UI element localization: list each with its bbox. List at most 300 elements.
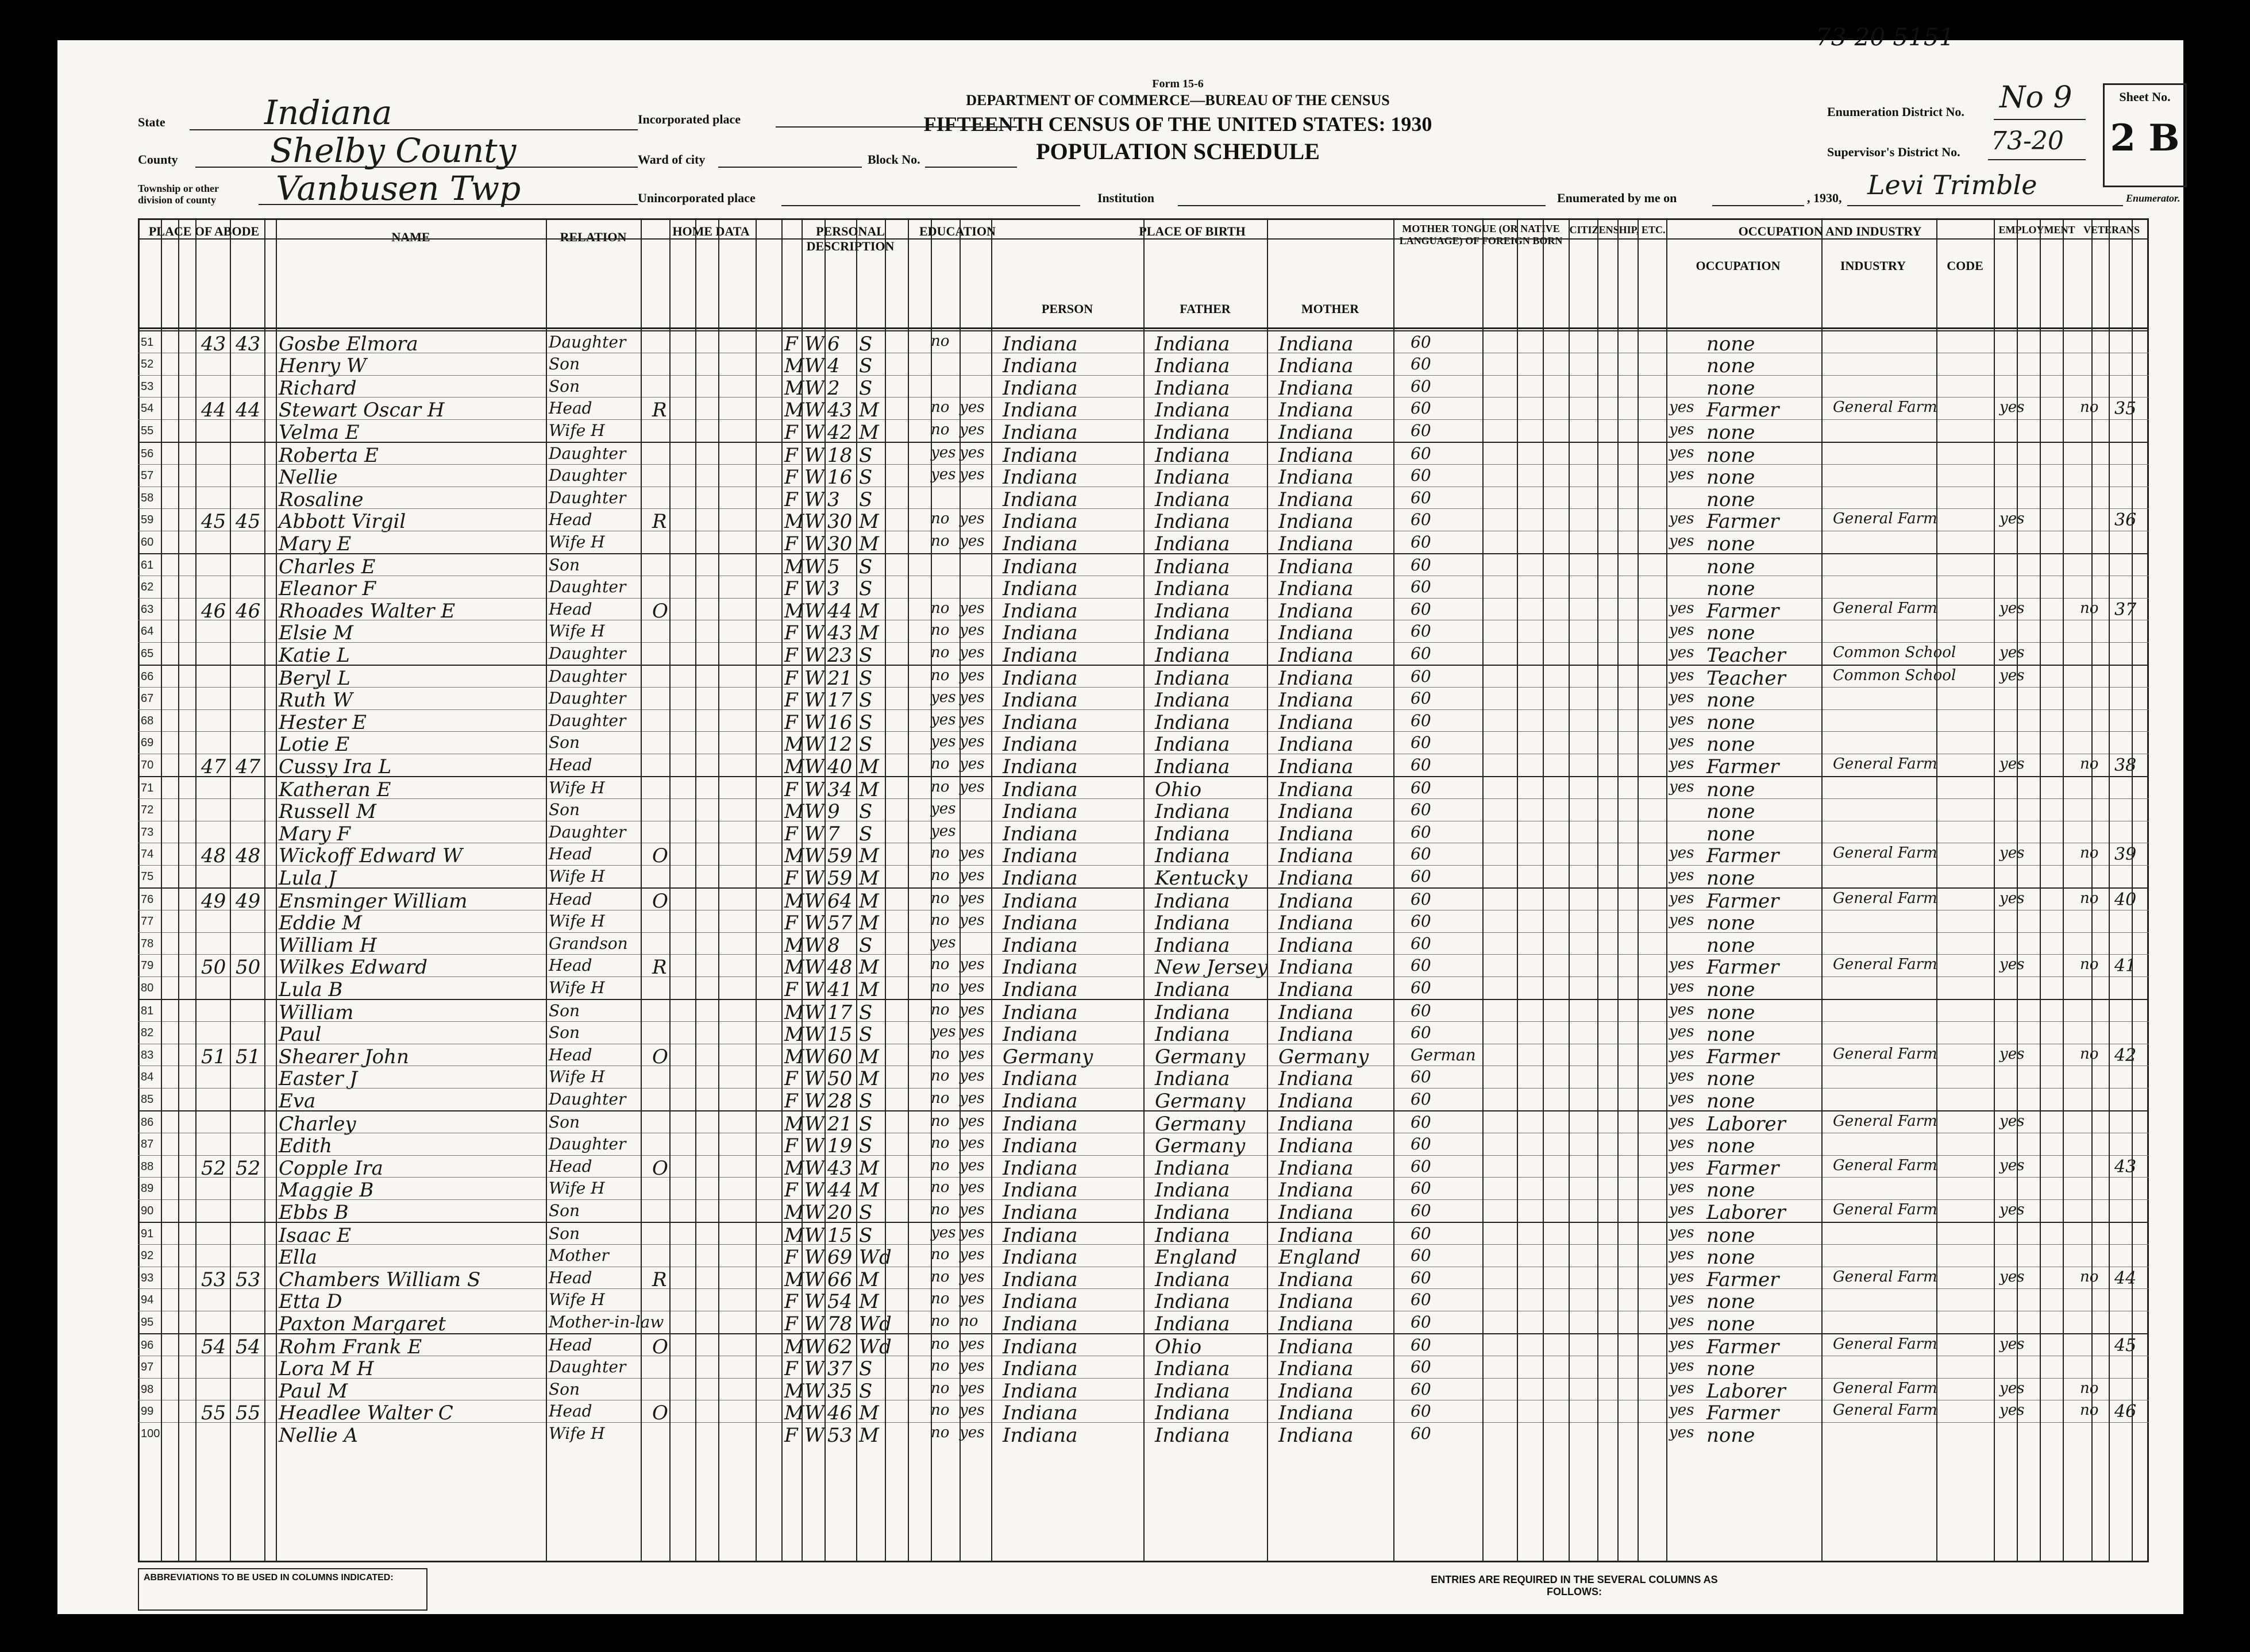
cell-name: Edith <box>279 1134 333 1157</box>
cell-race: W <box>804 800 825 823</box>
cell-eng: yes <box>1669 1045 1694 1063</box>
cell-mar: M <box>859 844 879 868</box>
cell-sex: F <box>784 1090 798 1113</box>
enumeration-district-label: Enumeration District No. <box>1827 105 1964 119</box>
cell-race: W <box>804 844 825 868</box>
cell-occ: none <box>1706 911 1755 935</box>
cell-sch: yes <box>931 711 956 728</box>
cell-pb: Indiana <box>1003 1313 1078 1336</box>
cell-age: 43 <box>827 1156 853 1180</box>
cell-mb: Indiana <box>1278 1113 1354 1136</box>
cell-mb: Indiana <box>1278 778 1354 801</box>
cell-lang: 60 <box>1411 667 1431 686</box>
cell-occ: Laborer <box>1706 1113 1786 1136</box>
cell-rel: Head <box>549 956 592 975</box>
cell-fn: 42 <box>2114 1045 2137 1066</box>
cell-occ: none <box>1706 1224 1755 1247</box>
cell-pb: Indiana <box>1003 890 1078 913</box>
head-education: EDUCATION <box>919 224 996 238</box>
binder-hole <box>2183 816 2201 833</box>
cell-fb: Kentucky <box>1155 867 1247 890</box>
cell-dw: 46 <box>201 599 226 623</box>
cell-fb: Ohio <box>1155 1336 1202 1358</box>
abbreviations-title: ABBREVIATIONS TO BE USED IN COLUMNS INDICATED: <box>144 1573 394 1582</box>
cell-race: W <box>804 1113 825 1136</box>
cell-pb: Indiana <box>1003 978 1078 1002</box>
cell-occ: none <box>1706 354 1755 377</box>
cell-mb: Indiana <box>1278 844 1354 868</box>
head-industry: INDUSTRY <box>1840 258 1906 273</box>
township-value: Vanbusen Twp <box>276 169 521 208</box>
cell-rel: Son <box>549 1022 580 1042</box>
cell-mb: Indiana <box>1278 711 1354 734</box>
cell-rel: Son <box>549 1201 580 1221</box>
cell-age: 48 <box>827 956 853 979</box>
cell-pb: Indiana <box>1003 354 1078 377</box>
cell-vet: no <box>2080 755 2099 773</box>
cell-rd: yes <box>960 1156 985 1174</box>
cell-sex: F <box>784 867 798 890</box>
cell-name: Charley <box>279 1113 356 1136</box>
head-citizenship: CITIZENSHIP, ETC. <box>1569 224 1666 236</box>
cell-race: W <box>804 1402 825 1425</box>
cell-fn: 38 <box>2114 755 2137 776</box>
column-rule <box>1638 218 1639 1562</box>
cell-n: 80 <box>141 982 154 995</box>
cell-occ: Farmer <box>1706 1268 1779 1291</box>
cell-sex: F <box>784 1357 798 1380</box>
cell-name: Eleanor F <box>279 577 376 600</box>
cell-rel: Daughter <box>549 1357 626 1376</box>
cell-fb: Indiana <box>1155 733 1230 756</box>
unincorporated-label: Unincorporated place <box>638 191 756 205</box>
cell-fb: Ohio <box>1155 778 1202 801</box>
cell-lang: German <box>1411 1045 1476 1064</box>
binder-hole <box>2183 195 2201 213</box>
cell-vet: no <box>2080 1379 2099 1397</box>
cell-age: 37 <box>827 1357 853 1380</box>
cell-rel: Head <box>549 1045 592 1064</box>
cell-eng: yes <box>1669 421 1694 439</box>
cell-eng: yes <box>1669 599 1694 617</box>
cell-rd: yes <box>960 1357 985 1375</box>
cell-dw: 53 <box>201 1268 226 1291</box>
head-abode: PLACE OF ABODE <box>148 224 260 238</box>
cell-name: Russell M <box>279 800 376 823</box>
cell-occ: none <box>1706 1022 1755 1046</box>
cell-pb: Indiana <box>1003 1357 1078 1380</box>
cell-mb: Indiana <box>1278 376 1354 400</box>
cell-fam: 53 <box>236 1268 261 1291</box>
cell-pb: Indiana <box>1003 510 1078 534</box>
cell-fb: Indiana <box>1155 644 1230 667</box>
cell-mar: M <box>859 755 879 779</box>
cell-mb: Indiana <box>1278 800 1354 823</box>
cell-rel: Son <box>549 800 580 819</box>
cell-sex: F <box>784 911 798 935</box>
cell-lang: 60 <box>1411 1113 1431 1132</box>
cell-pb: Indiana <box>1003 1268 1078 1291</box>
cell-occ: none <box>1706 1245 1755 1269</box>
cell-lang: 60 <box>1411 933 1431 953</box>
cell-ind: General Farm <box>1833 1336 1937 1353</box>
cell-mb: Indiana <box>1278 733 1354 756</box>
cell-pb: Indiana <box>1003 778 1078 801</box>
cell-fb: Indiana <box>1155 1001 1230 1024</box>
cell-rd: yes <box>960 890 985 907</box>
column-rule <box>1517 218 1518 1562</box>
cell-fb: Indiana <box>1155 421 1230 445</box>
cell-race: W <box>804 488 825 511</box>
cell-lang: 60 <box>1411 1224 1431 1243</box>
cell-mb: Indiana <box>1278 1357 1354 1380</box>
cell-occ: none <box>1706 465 1755 489</box>
cell-own: R <box>652 399 667 422</box>
cell-occ: none <box>1706 933 1755 957</box>
cell-fb: Indiana <box>1155 800 1230 823</box>
cell-fb: Indiana <box>1155 711 1230 734</box>
cell-age: 17 <box>827 688 853 712</box>
cell-rel: Wife H <box>549 1179 605 1198</box>
cell-sch: no <box>931 622 950 639</box>
cell-n: 68 <box>141 714 154 727</box>
cell-mar: S <box>859 644 873 667</box>
column-rule <box>1994 218 1995 1562</box>
column-rule <box>546 218 547 1562</box>
cell-fb: Indiana <box>1155 465 1230 489</box>
cell-age: 6 <box>827 333 840 356</box>
sheet-number-label: Sheet No. <box>2119 90 2171 104</box>
cell-ind: General Farm <box>1833 510 1937 528</box>
cell-sex: F <box>784 822 798 846</box>
cell-occ: Farmer <box>1706 1045 1779 1068</box>
cell-fb: Indiana <box>1155 667 1230 690</box>
cell-mb: Indiana <box>1278 333 1354 356</box>
cell-dw: 43 <box>201 333 226 356</box>
cell-mb: Indiana <box>1278 644 1354 667</box>
cell-n: 66 <box>141 670 154 683</box>
cell-occ: none <box>1706 1424 1755 1448</box>
cell-rd: yes <box>960 1379 985 1397</box>
cell-vet: no <box>2080 1045 2099 1063</box>
cell-name: William <box>279 1001 354 1024</box>
cell-rel: Daughter <box>549 1090 626 1109</box>
cell-rd: yes <box>960 622 985 639</box>
cell-sex: F <box>784 1313 798 1336</box>
cell-age: 2 <box>827 376 840 400</box>
cell-occ: Teacher <box>1706 667 1786 690</box>
cell-occ: none <box>1706 532 1755 556</box>
cell-lang: 60 <box>1411 510 1431 530</box>
cell-ind: General Farm <box>1833 1379 1937 1397</box>
cell-eng: yes <box>1669 755 1694 773</box>
cell-age: 23 <box>827 644 853 667</box>
cell-rel: Daughter <box>549 488 626 507</box>
cell-n: 52 <box>141 357 154 370</box>
cell-sex: M <box>784 555 804 578</box>
cell-fb: Germany <box>1155 1113 1246 1136</box>
cell-fam: 48 <box>236 844 261 868</box>
cell-race: W <box>804 399 825 422</box>
cell-n: 85 <box>141 1093 154 1106</box>
cell-race: W <box>804 532 825 556</box>
cell-mar: S <box>859 376 873 400</box>
form-number: Form 15-6 <box>1152 78 1204 90</box>
cell-mb: Indiana <box>1278 399 1354 422</box>
cell-age: 16 <box>827 465 853 489</box>
cell-mar: S <box>859 688 873 712</box>
cell-lang: 60 <box>1411 599 1431 619</box>
cell-rel: Wife H <box>549 911 605 931</box>
cell-mar: M <box>859 1179 879 1202</box>
cell-mb: Indiana <box>1278 1424 1354 1448</box>
cell-mar: M <box>859 510 879 534</box>
cell-age: 21 <box>827 667 853 690</box>
cell-name: Wilkes Edward <box>279 956 428 979</box>
cell-fb: Indiana <box>1155 1201 1230 1225</box>
head-occ: OCCUPATION <box>1696 258 1781 273</box>
head-relation: RELATION <box>560 230 627 244</box>
cell-name: Katheran E <box>279 778 391 801</box>
cell-pb: Indiana <box>1003 733 1078 756</box>
cell-rel: Wife H <box>549 421 605 441</box>
cell-mar: S <box>859 444 873 467</box>
cell-occ: none <box>1706 778 1755 801</box>
cell-sex: F <box>784 421 798 445</box>
cell-eng: yes <box>1669 667 1694 684</box>
cell-pb: Indiana <box>1003 933 1078 957</box>
cell-n: 79 <box>141 959 154 972</box>
cell-fn: 43 <box>2114 1156 2137 1177</box>
cell-race: W <box>804 667 825 690</box>
cell-name: Henry W <box>279 354 367 377</box>
column-rule <box>1821 218 1823 1562</box>
cell-own: O <box>652 1402 668 1425</box>
cell-race: W <box>804 1045 825 1068</box>
cell-sch: yes <box>931 733 956 751</box>
cell-race: W <box>804 1424 825 1448</box>
schedule-title: POPULATION SCHEDULE <box>1036 138 1320 164</box>
cell-lang: 60 <box>1411 1424 1431 1443</box>
cell-name: Roberta E <box>279 444 379 467</box>
cell-n: 94 <box>141 1294 154 1307</box>
cell-name: Ella <box>279 1245 317 1269</box>
cell-eng: yes <box>1669 1379 1694 1397</box>
cell-sex: F <box>784 688 798 712</box>
cell-vet: no <box>2080 399 2099 416</box>
cell-fb: Germany <box>1155 1090 1246 1113</box>
column-rule <box>1597 218 1598 1562</box>
cell-fb: Indiana <box>1155 1067 1230 1091</box>
cell-fb: Indiana <box>1155 844 1230 868</box>
cell-fb: Indiana <box>1155 354 1230 377</box>
cell-lang: 60 <box>1411 1245 1431 1265</box>
cell-sex: M <box>784 599 804 623</box>
cell-fn: 41 <box>2114 956 2137 976</box>
cell-lang: 60 <box>1411 376 1431 396</box>
cell-age: 60 <box>827 1045 853 1068</box>
cell-rel: Wife H <box>549 867 605 886</box>
cell-sex: M <box>784 844 804 868</box>
cell-mb: Indiana <box>1278 465 1354 489</box>
cell-mar: S <box>859 933 873 957</box>
column-rule <box>756 218 757 1562</box>
cell-wk: yes <box>1999 1156 2025 1174</box>
cell-lang: 60 <box>1411 822 1431 842</box>
cell-mar: S <box>859 354 873 377</box>
cell-ind: General Farm <box>1833 1045 1937 1063</box>
cell-mar: M <box>859 399 879 422</box>
cell-race: W <box>804 1268 825 1291</box>
cell-rel: Wife H <box>549 778 605 797</box>
cell-lang: 60 <box>1411 711 1431 730</box>
cell-name: Ensminger William <box>279 890 468 913</box>
sheet-number-box <box>2103 83 2187 187</box>
cell-occ: Farmer <box>1706 1156 1779 1180</box>
cell-race: W <box>804 510 825 534</box>
column-rule <box>641 218 642 1562</box>
cell-eng: yes <box>1669 1134 1694 1152</box>
cell-occ: Farmer <box>1706 1336 1779 1358</box>
cell-race: W <box>804 599 825 623</box>
cell-age: 57 <box>827 911 853 935</box>
cell-eng: yes <box>1669 1268 1694 1286</box>
head-veterans: VETERANS <box>2083 224 2140 236</box>
cell-sch: no <box>931 778 950 796</box>
cell-wk: yes <box>1999 1113 2025 1130</box>
cell-rel: Head <box>549 1156 592 1176</box>
column-rule <box>1569 218 1570 1562</box>
cell-rd: yes <box>960 1022 985 1040</box>
cell-pb: Germany <box>1003 1045 1093 1068</box>
cell-pb: Indiana <box>1003 711 1078 734</box>
cell-lang: 60 <box>1411 354 1431 373</box>
cell-occ: none <box>1706 867 1755 890</box>
cell-sch: no <box>931 399 950 416</box>
head-father: FATHER <box>1180 302 1231 316</box>
cell-sch: yes <box>931 822 956 840</box>
cell-rd: yes <box>960 911 985 929</box>
cell-n: 60 <box>141 536 154 549</box>
head-name: NAME <box>391 230 430 244</box>
cell-lang: 60 <box>1411 1090 1431 1109</box>
cell-fb: Indiana <box>1155 1424 1230 1448</box>
cell-mar: S <box>859 555 873 578</box>
cell-rel: Head <box>549 1268 592 1287</box>
cell-mb: Indiana <box>1278 354 1354 377</box>
head-personal: PERSONAL DESCRIPTION <box>806 224 895 253</box>
cell-mar: S <box>859 1201 873 1225</box>
cell-rd: yes <box>960 465 985 483</box>
cell-rel: Daughter <box>549 822 626 842</box>
township-label: Township or other division of county <box>138 183 219 206</box>
cell-own: R <box>652 510 667 534</box>
cell-sex: F <box>784 577 798 600</box>
cell-rel: Daughter <box>549 444 626 463</box>
cell-ind: General Farm <box>1833 1201 1937 1219</box>
cell-sex: M <box>784 399 804 422</box>
cell-own: O <box>652 1156 668 1180</box>
cell-occ: none <box>1706 1357 1755 1380</box>
cell-name: William H <box>279 933 377 957</box>
cell-occ: Farmer <box>1706 890 1779 913</box>
cell-fam: 49 <box>236 890 261 913</box>
cell-rd: yes <box>960 1245 985 1263</box>
cell-name: Ruth W <box>279 688 353 712</box>
cell-age: 44 <box>827 599 853 623</box>
cell-n: 89 <box>141 1182 154 1195</box>
cell-sex: F <box>784 1290 798 1314</box>
cell-name: Rohm Frank E <box>279 1336 422 1358</box>
cell-mb: Indiana <box>1278 510 1354 534</box>
cell-pb: Indiana <box>1003 599 1078 623</box>
cell-n: 57 <box>141 469 154 482</box>
cell-fb: Indiana <box>1155 399 1230 422</box>
cell-race: W <box>804 755 825 779</box>
cell-fb: Indiana <box>1155 510 1230 534</box>
cell-sex: M <box>784 1201 804 1225</box>
cell-rd: yes <box>960 1090 985 1107</box>
cell-n: 99 <box>141 1405 154 1418</box>
cell-age: 41 <box>827 978 853 1002</box>
cell-age: 46 <box>827 1402 853 1425</box>
cell-n: 76 <box>141 893 154 906</box>
cell-race: W <box>804 1090 825 1113</box>
cell-fam: 50 <box>236 956 261 979</box>
cell-fn: 46 <box>2114 1402 2137 1422</box>
column-rule <box>1267 218 1268 1562</box>
cell-lang: 60 <box>1411 1134 1431 1153</box>
cell-mb: Germany <box>1278 1045 1369 1068</box>
cell-fam: 43 <box>236 333 261 356</box>
cell-age: 66 <box>827 1268 853 1291</box>
cell-pb: Indiana <box>1003 376 1078 400</box>
cell-sch: no <box>931 1179 950 1196</box>
cell-pb: Indiana <box>1003 1090 1078 1113</box>
cell-eng: yes <box>1669 510 1694 528</box>
cell-own: R <box>652 1268 667 1291</box>
cell-sex: F <box>784 667 798 690</box>
cell-eng: yes <box>1669 1201 1694 1219</box>
cell-rd: yes <box>960 755 985 773</box>
cell-rd: yes <box>960 1067 985 1085</box>
cell-dw: 49 <box>201 890 226 913</box>
cell-n: 72 <box>141 803 154 816</box>
cell-occ: Teacher <box>1706 644 1786 667</box>
cell-rel: Head <box>549 890 592 909</box>
cell-wk: yes <box>1999 1379 2025 1397</box>
cell-ind: General Farm <box>1833 890 1937 907</box>
cell-n: 87 <box>141 1137 154 1151</box>
cell-name: Eddie M <box>279 911 362 935</box>
cell-sex: M <box>784 1022 804 1046</box>
cell-lang: 60 <box>1411 1357 1431 1376</box>
column-rule <box>276 218 277 1562</box>
cell-race: W <box>804 933 825 957</box>
enumerator-name: Levi Trimble <box>1867 169 2037 200</box>
cell-name: Elsie M <box>279 622 353 645</box>
cell-name: Ebbs B <box>279 1201 349 1225</box>
cell-age: 54 <box>827 1290 853 1314</box>
cell-mar: S <box>859 488 873 511</box>
cell-rel: Son <box>549 376 580 396</box>
cell-n: 62 <box>141 580 154 593</box>
cell-age: 30 <box>827 532 853 556</box>
cell-n: 93 <box>141 1271 154 1284</box>
cell-race: W <box>804 911 825 935</box>
cell-mb: Indiana <box>1278 978 1354 1002</box>
cell-eng: yes <box>1669 1067 1694 1085</box>
